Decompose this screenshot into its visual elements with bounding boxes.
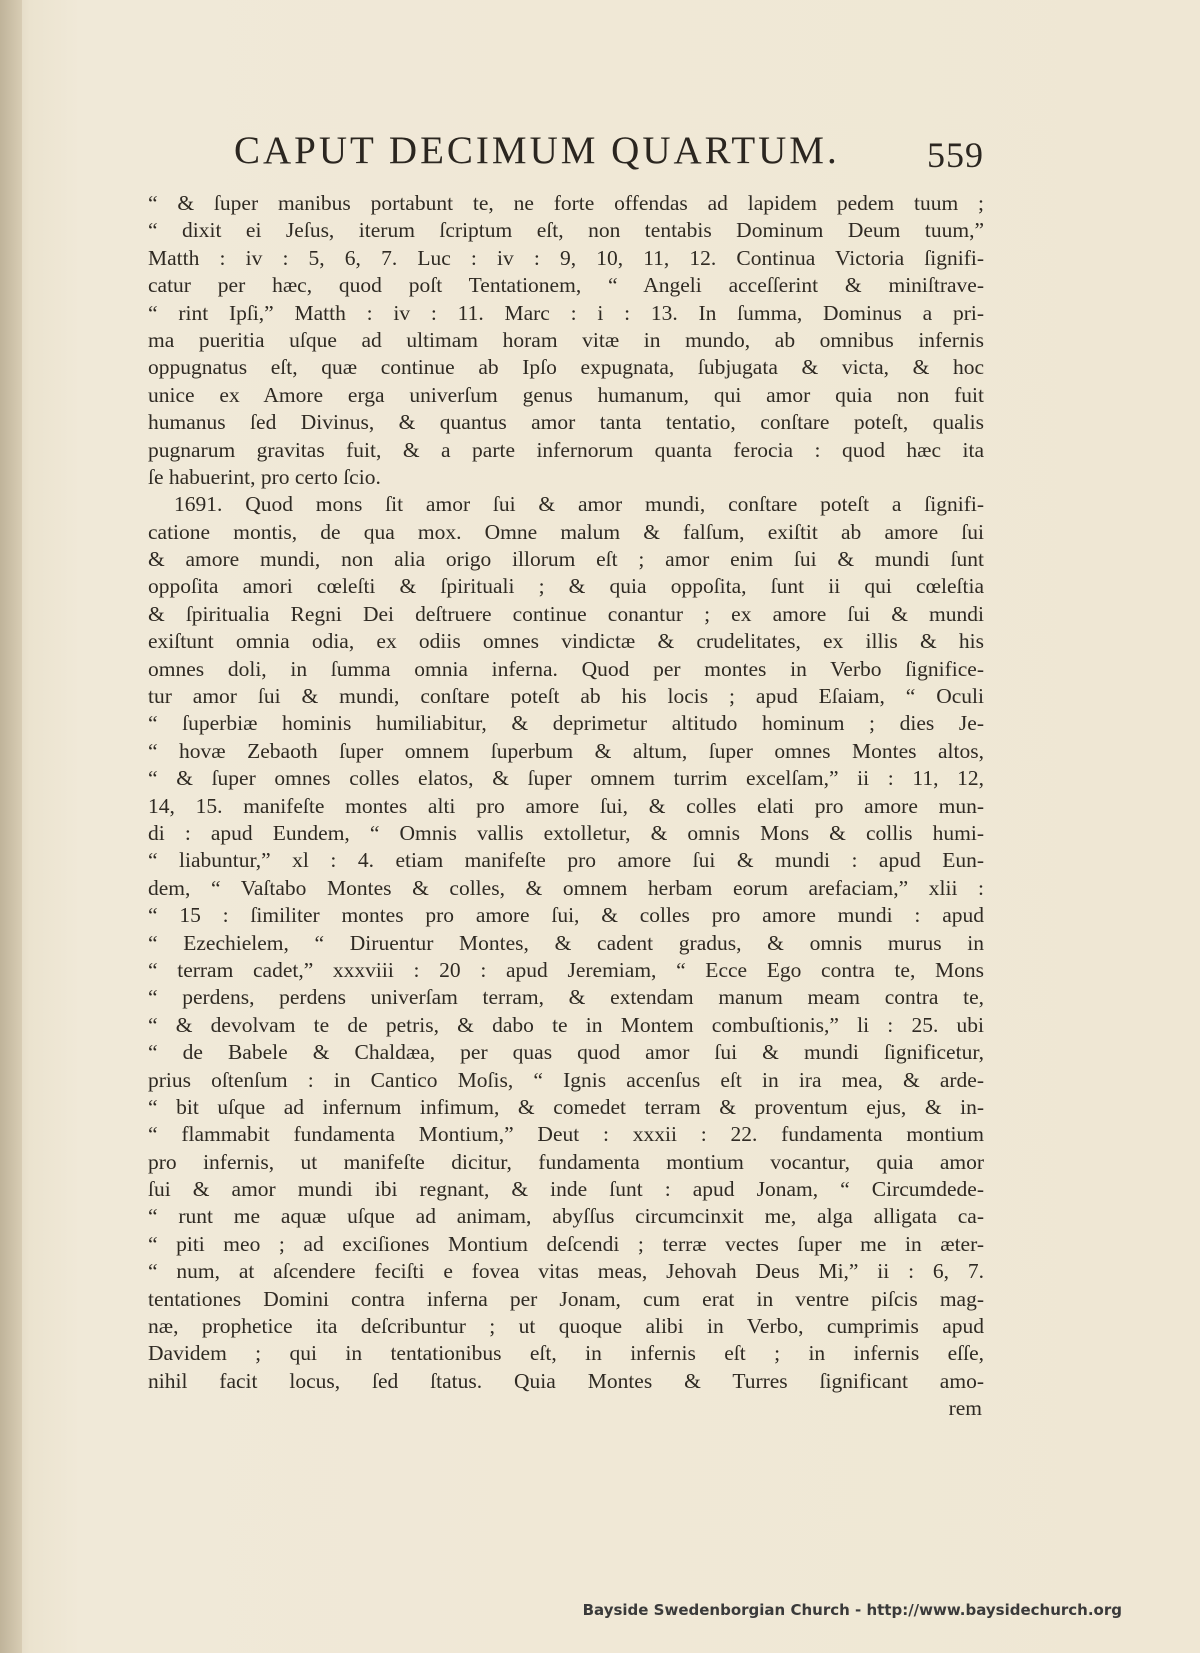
text-line: “ piti meo ; ad exciſiones Montium deſcendi ; terræ vectes ſuper me in æter- [148, 1231, 984, 1256]
text-line: nihil facit locus, ſed ſtatus. Quia Montes & Turres ſignificant amo- [148, 1368, 984, 1393]
text-line: catur per hæc, quod poſt Tentationem, “ Angeli acceſſerint & miniſtrave- [148, 273, 984, 298]
text-line: “ & devolvam te de petris, & dabo te in Montem combuſtionis,” li : 25. ubi [148, 1012, 984, 1037]
running-head [148, 128, 984, 188]
text-line: “ Ezechielem, “ Diruentur Montes, & cadent gradus, & omnis murus in [148, 930, 984, 955]
paragraph-start-line: 1691. Quod mons ſit amor ſui & amor mundi, conſtare poteſt a ſignifi- [174, 492, 984, 517]
text-line: ſe habuerint, pro certo ſcio. [148, 464, 381, 489]
text-line: tur amor ſui & mundi, conſtare poteſt ab his locis ; apud Eſaiam, “ Oculi [148, 684, 984, 709]
text-line: tentationes Domini contra inferna per Jonam, cum erat in ventre piſcis mag- [148, 1286, 984, 1311]
text-line: oppugnatus eſt, quæ continue ab Ipſo expugnata, ſubjugata & victa, & hoc [148, 355, 984, 380]
text-line: 14, 15. manifeſte montes alti pro amore ſui, & colles elati pro amore mun- [148, 793, 984, 818]
text-line: pro infernis, ut manifeſte dicitur, fundamenta montium vocantur, quia amor [148, 1149, 984, 1174]
text-line: “ dixit ei Jeſus, iterum ſcriptum eſt, non tentabis Dominum Deum tuum,” [148, 218, 984, 243]
text-line: humanus ſed Divinus, & quantus amor tanta tentatio, conſtare poteſt, qualis [148, 410, 984, 435]
running-title: CAPUT DECIMUM QUARTUM. [234, 129, 840, 172]
text-line: Matth : iv : 5, 6, 7. Luc : iv : 9, 10, 11, 12. Continua Victoria ſignifi- [148, 245, 984, 270]
text-line: “ rint Ipſi,” Matth : iv : 11. Marc : i : 13. In ſumma, Dominus a pri- [148, 300, 984, 325]
text-line: “ perdens, perdens univerſam terram, & extendam manum meam contra te, [148, 985, 984, 1010]
text-line: “ flammabit fundamenta Montium,” Deut : xxxii : 22. fundamenta montium [148, 1122, 984, 1147]
text-line: & amore mundi, non alia origo illorum eſt ; amor enim ſui & mundi ſunt [148, 547, 984, 572]
text-line: exiſtunt omnia odia, ex odiis omnes vindictæ & crudelitates, ex illis & his [148, 629, 984, 654]
text-line: “ liabuntur,” xl : 4. etiam manifeſte pro amore ſui & mundi : apud Eun- [148, 848, 984, 873]
text-line: Davidem ; qui in tentationibus eſt, in infernis eſt ; in infernis eſſe, [148, 1341, 984, 1366]
text-line: “ & ſuper manibus portabunt te, ne forte offendas ad lapidem pedem tuum ; [148, 191, 984, 215]
text-line: omnes doli, in ſumma omnia inferna. Quod per montes in Verbo ſignifice- [148, 656, 984, 681]
text-line: “ hovæ Zebaoth ſuper omnem ſuperbum & altum, ſuper omnes Montes altos, [148, 738, 984, 763]
text-line: oppoſita amori cœleſti & ſpirituali ; & quia oppoſita, ſunt ii qui cœleſtia [148, 574, 984, 599]
text-line: unice ex Amore erga univerſum genus humanum, qui amor quia non fuit [148, 382, 984, 407]
text-line: “ & ſuper omnes colles elatos, & ſuper omnem turrim excelſam,” ii : 11, 12, [148, 766, 984, 791]
text-line: ſui & amor mundi ibi regnant, & inde ſunt : apud Jonam, “ Circumdede- [148, 1177, 984, 1202]
text-line: næ, prophetice ita deſcribuntur ; ut quoque alibi in Verbo, cumprimis apud [148, 1314, 984, 1339]
text-line: “ ſuperbiæ hominis humiliabitur, & deprimetur altitudo hominum ; dies Je- [148, 711, 984, 736]
text-line: dem, “ Vaſtabo Montes & colles, & omnem herbam eorum arefaciam,” xlii : [148, 875, 984, 900]
text-line: “ bit uſque ad infernum infimum, & comedet terram & proventum ejus, & in- [148, 1094, 984, 1119]
footer-credit: Bayside Swedenborgian Church - http://www.baysidechurch.org [582, 1601, 1122, 1619]
text-line: “ runt me aquæ uſque ad animam, abyſſus circumcinxit me, alga alligata ca- [148, 1204, 984, 1229]
text-line: pugnarum gravitas fuit, & a parte infernorum quanta ferocia : quod hæc ita [148, 437, 984, 462]
text-line: ma pueritia uſque ad ultimam horam vitæ in mundo, ab omnibus infernis [148, 327, 984, 352]
body-text [148, 190, 984, 1423]
page-gutter [0, 0, 22, 1653]
catchword: rem [948, 1396, 982, 1421]
page-number: 559 [927, 135, 984, 175]
text-line: “ terram cadet,” xxxviii : 20 : apud Jeremiam, “ Ecce Ego contra te, Mons [148, 957, 984, 982]
text-line: “ num, at aſcendere feciſti e fovea vitas meas, Jehovah Deus Mi,” ii : 6, 7. [148, 1259, 984, 1284]
text-line: & ſpiritualia Regni Dei deſtruere continue conantur ; ex amore ſui & mundi [148, 601, 984, 626]
text-line: di : apud Eundem, “ Omnis vallis extolletur, & omnis Mons & collis humi- [148, 820, 984, 845]
text-line: catione montis, de qua mox. Omne malum & falſum, exiſtit ab amore ſui [148, 519, 984, 544]
text-line: prius oſtenſum : in Cantico Moſis, “ Ignis accenſus eſt in ira mea, & arde- [148, 1067, 984, 1092]
text-line: “ 15 : ſimiliter montes pro amore ſui, & colles pro amore mundi : apud [148, 903, 984, 928]
text-line: “ de Babele & Chaldæa, per quas quod amor ſui & mundi ſignificetur, [148, 1040, 984, 1065]
